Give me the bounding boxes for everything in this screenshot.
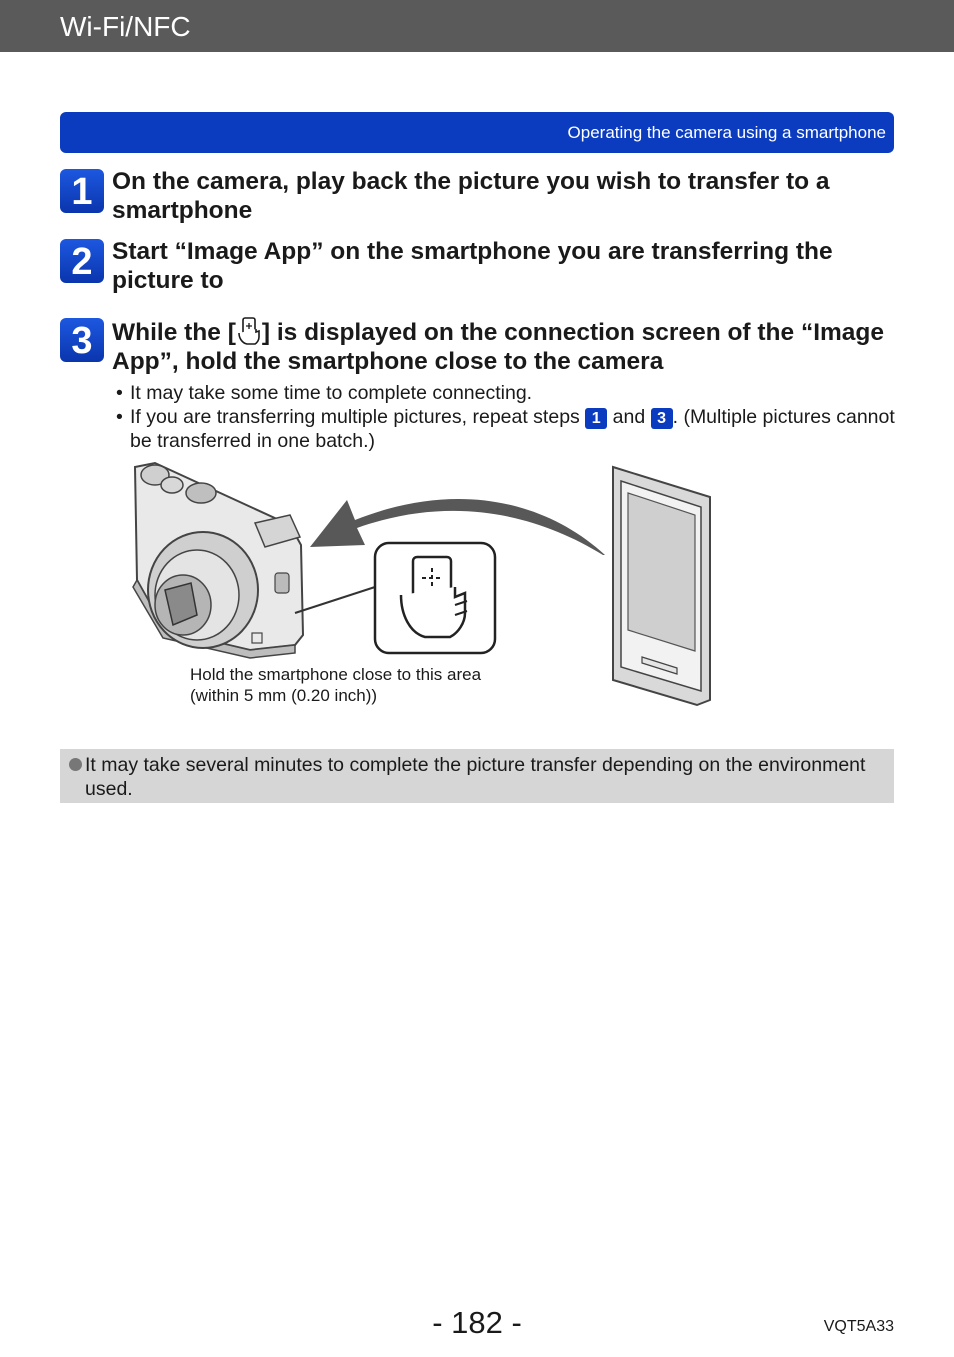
bullet-2-text-after: . (Multiple pictures cannot be transferred in one batch.)	[130, 406, 895, 452]
illustration-caption	[190, 664, 481, 706]
document-code: VQT5A33	[823, 1318, 894, 1335]
step-3-bullets	[116, 381, 896, 453]
bullet-2-and: and	[612, 406, 646, 428]
note-text: It may take several minutes to complete the picture transfer depending on the environment used.	[85, 754, 866, 800]
section-label: Operating the camera using a smartphone	[567, 123, 886, 142]
top-bar	[0, 0, 954, 52]
step-number-1: 1	[60, 169, 104, 213]
bullet-item: • If you are transferring multiple pictures, repeat steps 1 and 3 . (Multiple pictures cannot be transferred in one batch.)	[116, 406, 895, 452]
bullet-1-text: It may take some time to complete connecting.	[130, 382, 533, 404]
step-1-text: On the camera, play back the picture you wish to transfer to a smartphone	[112, 168, 830, 224]
step-ref-3: 3	[651, 408, 673, 429]
bullet-2-text-before: If you are transferring multiple pictures, repeat steps	[130, 406, 580, 428]
note-bullet-icon	[69, 758, 82, 771]
nfc-callout	[375, 543, 495, 653]
chapter-title: Wi-Fi/NFC	[60, 11, 191, 42]
page-number: - 182 -	[432, 1305, 522, 1340]
smartphone-icon	[613, 467, 710, 705]
step-number-3: 3	[60, 318, 104, 362]
step-2-text: Start “Image App” on the smartphone you are transferring the picture to	[112, 238, 833, 294]
bullet-item: • It may take some time to complete connecting.	[116, 382, 533, 404]
step-3-text-after: ] is displayed on the connection screen of the “Image App”, hold the smartphone close to the camera	[112, 319, 885, 375]
step-number-2: 2	[60, 239, 104, 283]
step-3-text	[112, 316, 902, 376]
camera-icon	[133, 463, 303, 658]
step-ref-1: 1	[585, 408, 607, 429]
caption-line-2: (within 5 mm (0.20 inch))	[190, 686, 378, 705]
section-bar	[60, 112, 894, 153]
nfc-touch-icon	[236, 316, 262, 346]
step-3-text-before: While the [	[112, 319, 236, 346]
note-box	[60, 749, 894, 803]
caption-line-1: Hold the smartphone close to this area	[190, 665, 482, 684]
